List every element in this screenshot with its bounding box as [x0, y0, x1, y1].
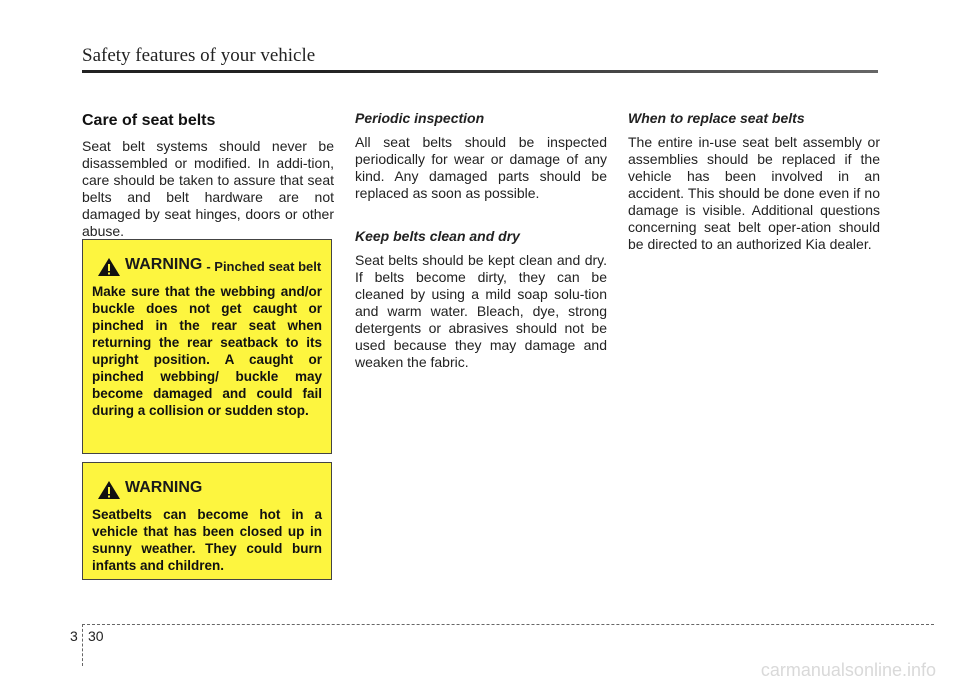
care-body-text: Seat belt systems should never be disassembled or modified. In addi-tion, care should be taken to assure that seat belts and belt hardware are not damaged by seat hinges, doors or other abuse.: [82, 138, 334, 239]
warning-subtitle: - Pinched seat belt: [206, 259, 322, 274]
section-heading-care: Care of seat belts: [82, 112, 216, 129]
periodic-body-text: All seat belts should be inspected periodically for wear or damage of any kind. Any damaged parts should be replaced as soon as possible.: [355, 134, 607, 201]
section-heading-replace: When to replace seat belts: [628, 110, 805, 126]
section-heading-clean: Keep belts clean and dry: [355, 228, 520, 244]
warning-box-pinched: [82, 239, 332, 454]
section-heading-periodic: Periodic inspection: [355, 110, 485, 126]
warning-title: WARNING: [125, 256, 203, 273]
warning-triangle-icon: [97, 480, 121, 500]
footer-rule: [82, 624, 934, 625]
header-rule: [82, 70, 878, 73]
page-number: 30: [88, 628, 104, 644]
warning-box-hot: [82, 462, 332, 580]
warning-title: WARNING: [125, 479, 203, 496]
watermark: carmanualsonline.info: [760, 660, 936, 680]
column-3: [628, 108, 880, 279]
warning-header: [92, 256, 322, 277]
clean-body-text: Seat belts should be kept clean and dry. If belts become dirty, they can be cleaned by using a mild soap solu-tion and warm water. Bleach, dye, strong detergents or abrasives should not be used because they may damage and weaken the fabric.: [355, 252, 607, 370]
warning-triangle-icon: [97, 257, 121, 277]
column-2: [355, 108, 607, 397]
replace-body-text: The entire in-use seat belt assembly or assemblies should be replaced if the vehicle has been involved in an accident. This should be done even if no damage is visible. Additional questions concerning seat belt oper-ation should be directed to an authorized Kia dealer.: [628, 134, 880, 252]
warning-header: [92, 479, 322, 500]
warning-text: Make sure that the webbing and/or buckle does not get caught or pinched in the rear seat when returning the rear seatback to its upright position. A caught or pinched webbing/ buckle may become damaged and could fail during a collision or sudden stop.: [92, 284, 322, 418]
footer-divider: [82, 624, 83, 666]
chapter-number: 3: [70, 628, 78, 644]
page-header-title: Safety features of your vehicle: [82, 45, 316, 66]
warning-text: Seatbelts can become hot in a vehicle that has been closed up in sunny weather. They could burn infants and children.: [92, 507, 322, 573]
